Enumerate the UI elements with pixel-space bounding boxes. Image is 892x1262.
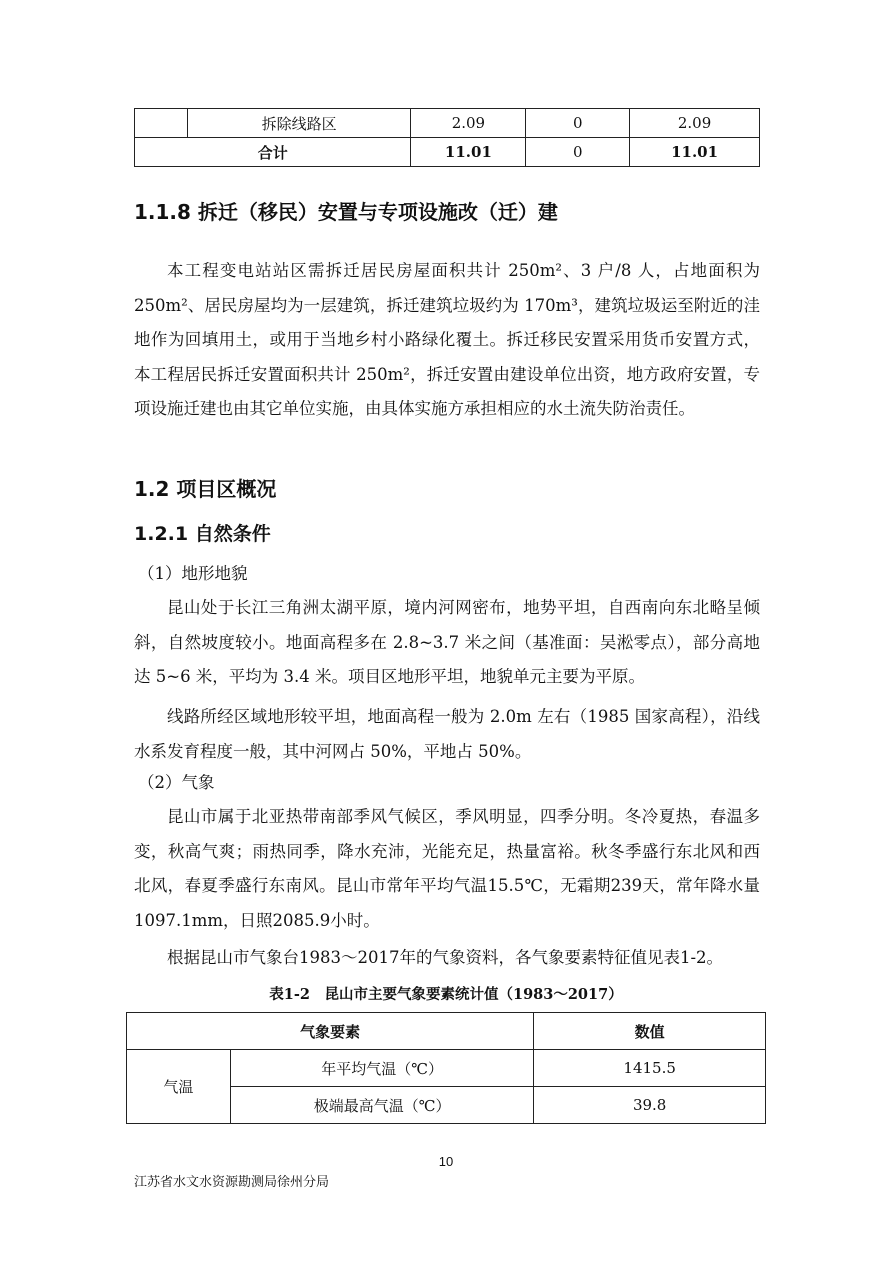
section-heading-1-2-1: 1.2.1 自然条件 bbox=[134, 523, 271, 545]
subheading-climate: （2）气象 bbox=[138, 773, 215, 792]
climate-table bbox=[126, 1012, 766, 1124]
table-header-value: 数值 bbox=[534, 1013, 766, 1050]
route-terrain-paragraph: 线路所经区域地形较平坦，地面高程一般为 2.0m 左右（1985 国家高程），沿线水系发育程度一般，其中河网占 50%，平地占 50%。 bbox=[134, 707, 760, 761]
table-cell-value: 2.09 bbox=[630, 109, 760, 138]
table-cell-value: 2.09 bbox=[411, 109, 526, 138]
table-cell-value: 39.8 bbox=[534, 1087, 766, 1124]
table-row bbox=[135, 109, 760, 138]
table-cell-value: 1415.5 bbox=[534, 1050, 766, 1087]
section-heading-1-1-8: 1.1.8 拆迁（移民）安置与专项设施改（迁）建 bbox=[134, 200, 558, 224]
climate-source-paragraph: 根据昆山市气象台1983～2017年的气象资料，各气象要素特征值见表1-2。 bbox=[167, 948, 724, 967]
route-terrain-paragraph-block bbox=[134, 700, 760, 769]
table-row bbox=[127, 1050, 766, 1087]
table-cell-name: 拆除线路区 bbox=[187, 109, 411, 138]
climate-paragraph: 昆山市属于北亚热带南部季风气候区，季风明显，四季分明。冬冷夏热，春温多变，秋高气爽；雨热同季，降水充沛，光能充足，热量富裕。秋冬季盛行东北风和西北风，春夏季盛行东南风。昆山市常年平均气温15.5℃，无霜期239天，常年降水量1097.1mm，日照2085.9小时。 bbox=[134, 807, 760, 930]
table-header-element: 气象要素 bbox=[127, 1013, 534, 1050]
relocation-paragraph: 本工程变电站站区需拆迁居民房屋面积共计 250m²、3 户/8 人，占地面积为 250m²、居民房屋均为一层建筑，拆迁建筑垃圾约为 170m³，建筑垃圾运至附近的洼地作为回填用土，或用于当地乡村小路绿化覆土。拆迁移民安置采用货币安置方式，本工程居民拆迁安置面积共计 250m²，拆迁安置由建设单位出资，地方政府安置，专项设施迁建也由其它单位实施，由具体实施方承担相应的水土流失防治责任。 bbox=[134, 261, 760, 418]
terrain-paragraph: 昆山处于长江三角洲太湖平原，境内河网密布，地势平坦，自西南向东北略呈倾斜，自然坡度较小。地面高程多在 2.8~3.7 米之间（基准面：吴淞零点），部分高地达 5~6 米，平均为 3.4 米。项目区地形平坦，地貌单元主要为平原。 bbox=[134, 598, 760, 686]
table-total-value: 11.01 bbox=[411, 138, 526, 167]
table-cell-blank bbox=[135, 109, 188, 138]
climate-source-paragraph-block bbox=[134, 941, 760, 976]
section-heading-1-2: 1.2 项目区概况 bbox=[134, 477, 277, 501]
table-cell-value: 0 bbox=[526, 109, 630, 138]
land-area-table bbox=[134, 108, 760, 167]
relocation-paragraph-block bbox=[134, 254, 760, 427]
table-cell-name: 年平均气温（℃） bbox=[230, 1050, 534, 1087]
table-total-label: 合计 bbox=[135, 138, 411, 167]
climate-paragraph-block bbox=[134, 800, 760, 938]
footer-organization: 江苏省水文水资源勘测局徐州分局 bbox=[134, 1175, 330, 1190]
page-number: 10 bbox=[438, 1154, 454, 1169]
table-cell-name: 极端最高气温（℃） bbox=[230, 1087, 534, 1124]
table-group-cell: 气温 bbox=[127, 1050, 231, 1124]
table-caption: 表1-2 昆山市主要气象要素统计值（1983～2017） bbox=[269, 986, 623, 1003]
terrain-paragraph-block bbox=[134, 591, 760, 695]
table-header-row bbox=[127, 1013, 766, 1050]
table-total-value: 11.01 bbox=[630, 138, 760, 167]
table-total-value: 0 bbox=[526, 138, 630, 167]
table-total-row bbox=[135, 138, 760, 167]
subheading-terrain: （1）地形地貌 bbox=[138, 564, 248, 583]
